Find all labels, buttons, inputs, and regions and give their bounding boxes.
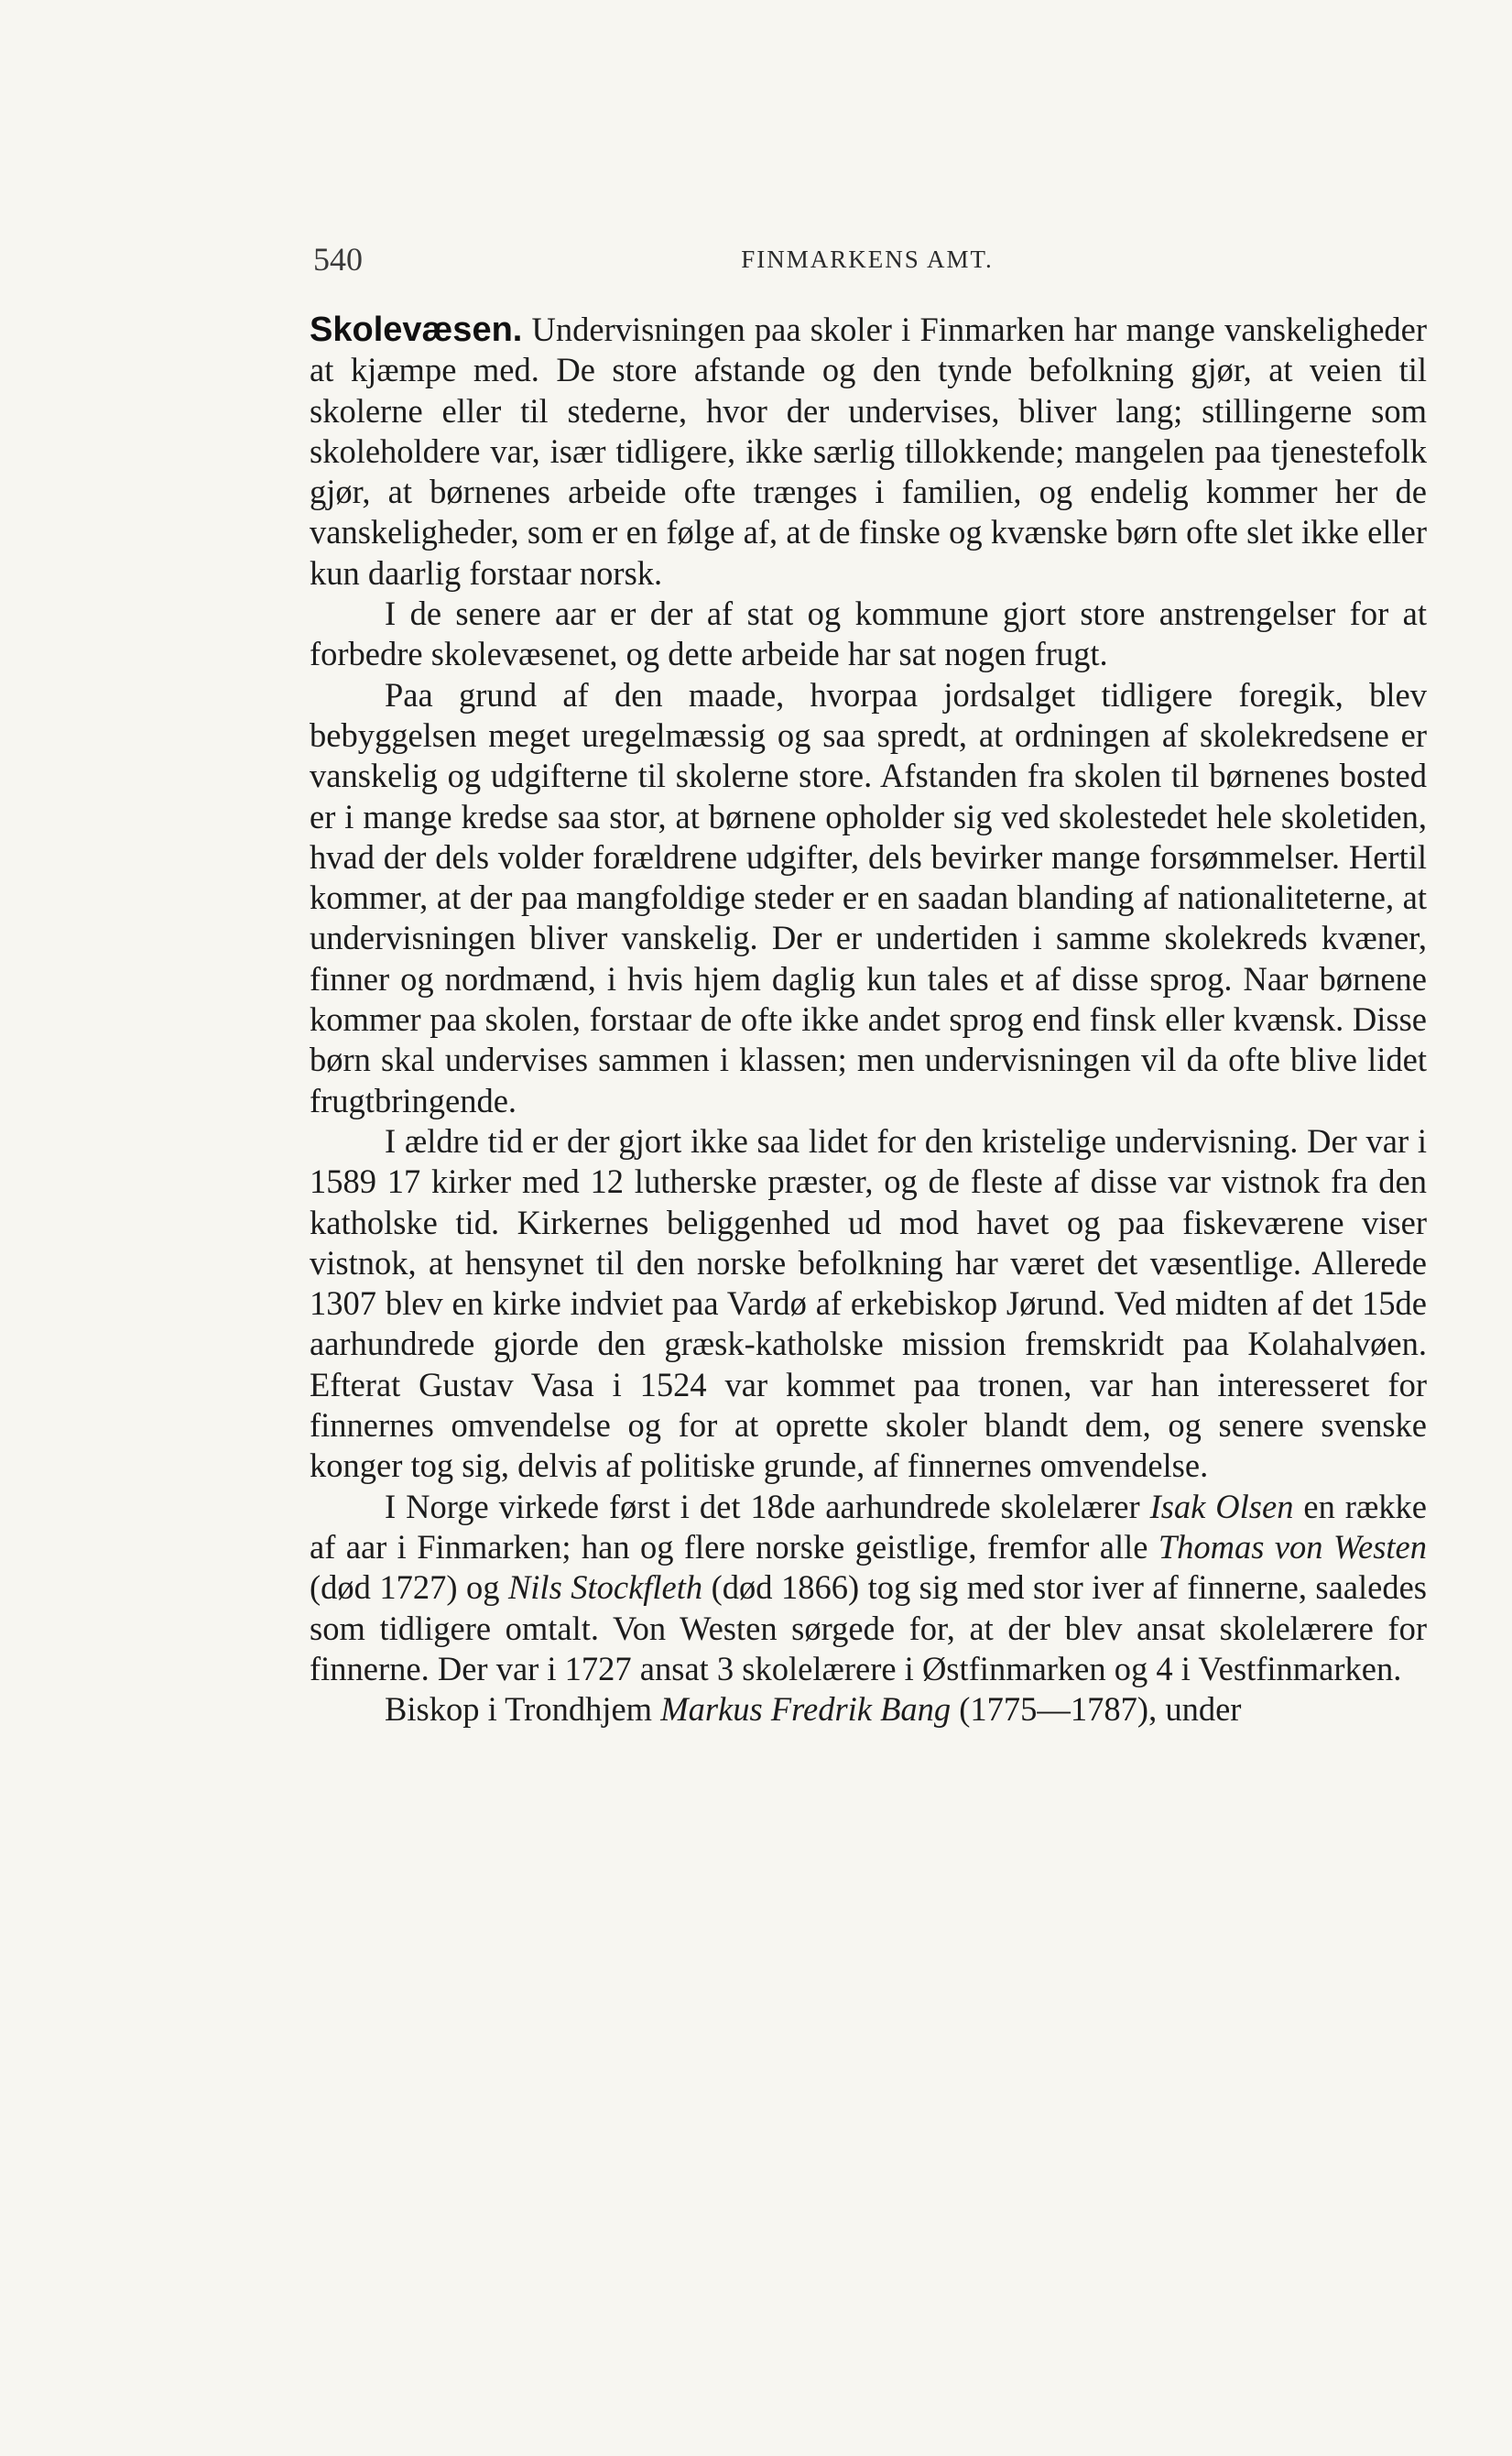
paragraph-3: Paa grund af den maade, hvorpaa jordsalget tidligere foregik, blev bebyggelsen meget uregelmæssig og saa spredt, at ordningen af skolekredsene er vanskelig og udgifterne til skolerne store. Afstanden fra skolen til børnenes bosted er i mange kredse saa stor, at børnene opholder sig ved skolestedet hele skoletiden, hvad der dels volder forældrene udgifter, dels bevirker mange forsømmelser. Hertil kommer, at der paa mangfoldige steder er en saadan blanding af nationaliteterne, at undervisningen bliver vanskelig. Der er undertiden i samme skolekreds kvæner, finner og nordmænd, i hvis hjem daglig kun tales et af disse sprog. Naar børnene kommer paa skolen, forstaar de ofte ikke andet sprog end finsk eller kvænsk. Disse børn skal undervises sammen i klassen; men undervisningen vil da ofte blive lidet frugtbringende. (310, 675, 1427, 1119)
person-name: Nils Stockfleth (507, 1568, 703, 1607)
text-run: I Norge virkede først i det 18de aarhundrede skolelærer (385, 1487, 1150, 1525)
paragraph-6 (310, 1689, 1427, 1730)
person-name: Isak Olsen (1149, 1487, 1294, 1525)
text-run: (død 1727) og (310, 1568, 508, 1607)
body-text (310, 310, 1427, 1730)
paragraph-1 (310, 310, 1427, 594)
paragraph-text: Undervisningen paa skoler i Finmarken har mange vanskeligheder at kjæmpe med. De store afstande og den tynde befolkning gjør, at veien til skolerne eller til stederne, hvor der undervises, bliver lang; stillingerne som skoleholdere var, især tidligere, ikke særlig tillokkende; mangelen paa tjenestefolk gjør, at børnenes arbeide ofte trænges i familien, og endelig kommer her de vanskeligheder, som er en følge af, at de finske og kvænske børn ofte slet ikke eller kun daarlig forstaar norsk. (310, 311, 1428, 592)
page-number: 540 (313, 241, 363, 278)
page-header-title: FINMARKENS AMT. (741, 246, 994, 273)
person-name: Thomas von Westen (1158, 1527, 1427, 1566)
text-run: (død 1866) tog sig med stor iver af finnerne, saaledes som tidligere omtalt. Von Westen sørgede for, at der blev ansat skolelærere for finnerne. Der var i 1727 ansat 3 skolelærere i Østfinmarken og 4 i Vestfinmarken. (310, 1568, 1427, 1687)
running-head (313, 240, 1421, 286)
paragraph-2: I de senere aar er der af stat og kommune gjort store anstrengelser for at forbedre skolevæsenet, og dette arbeide har sat nogen frugt. (310, 595, 1427, 673)
paragraph-4: I ældre tid er der gjort ikke saa lidet for den kristelige undervisning. Der var i 1589 17 kirker med 12 lutherske præster, og de fleste af disse var vistnok fra den katholske tid. Kirkernes beliggenhed ud mod havet og paa fiskeværene viser vistnok, at hensynet til den norske befolkning har været det væsentlige. Allerede 1307 blev en kirke indviet paa Vardø af erkebiskop Jørund. Ved midten af det 15de aarhundrede gjorde den græsk-katholske mission fremskridt paa Kolahalvøen. Efterat Gustav Vasa i 1524 var kommet paa tronen, var han interesseret for finnernes omvendelse og for at oprette skoler blandt dem, og senere svenske konger tog sig, delvis af politiske grunde, af finnernes omvendelse. (310, 1121, 1427, 1485)
text-run: en række af aar i Finmarken; han og flere norske geistlige, fremfor alle (310, 1487, 1427, 1566)
text-run: Biskop i Trondhjem (385, 1690, 661, 1729)
person-name: Markus Fredrik Bang (660, 1690, 952, 1729)
paragraph-5 (310, 1487, 1427, 1689)
section-heading: Skolevæsen. (310, 311, 523, 349)
text-run: (1775—1787), under (951, 1690, 1242, 1729)
